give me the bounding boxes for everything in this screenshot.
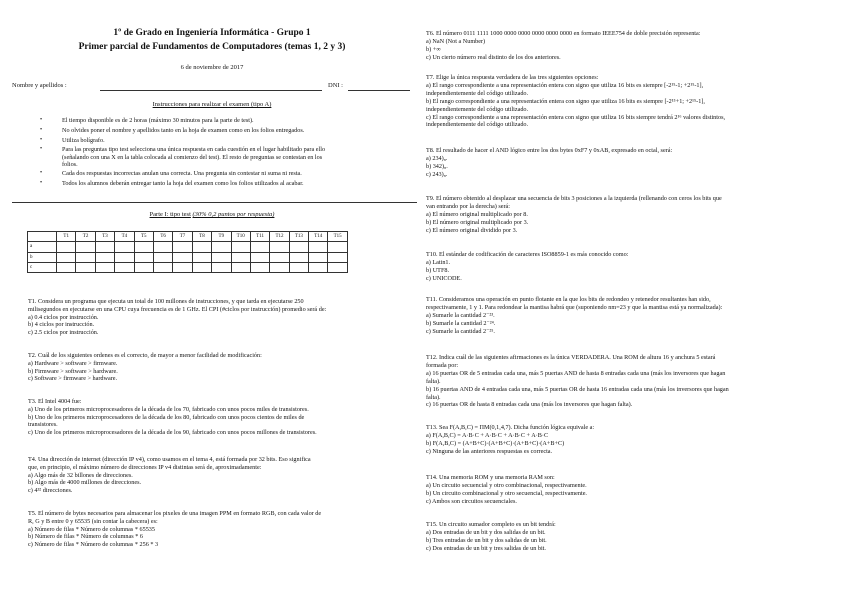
question-text: T13. Sea F(A,B,C) = ΠM(0,1,4,7). Dicha función lógica equivale a: — [426, 424, 595, 431]
name-label: Nombre y apellidos : — [12, 82, 67, 89]
answer-cell[interactable] — [270, 242, 289, 252]
question-line: c) Sumarle la cantidad 2⁻²⁵. — [426, 327, 495, 335]
question-line: b) Tres entradas de un bit y dos salidas de un bit. — [426, 536, 547, 544]
question-line: c) Dos entradas de un bit y tres salidas de un bit. — [426, 544, 546, 552]
instruction-item: Cada dos respuestas incorrectas anulan una correcta. Una pregunta sin contestar ni suma ni resta. — [62, 170, 302, 177]
question-line: c) El número original dividido por 3. — [426, 226, 518, 234]
name-line[interactable] — [100, 90, 322, 91]
answer-col-header: T14 — [309, 232, 328, 242]
answer-col-header: T1 — [57, 232, 76, 242]
question-text: T4. Una dirección de internet (dirección IP v4), como usamos en el tema 4, está formada por 32 bits. Eso significa — [28, 456, 311, 463]
question-line: c) Número de filas * Número de columnas * 256 * 3 — [28, 541, 159, 549]
answer-cell[interactable] — [76, 262, 95, 272]
answer-cell[interactable] — [192, 242, 211, 252]
answer-cell[interactable] — [57, 242, 76, 252]
dni-line[interactable] — [348, 90, 410, 91]
question-line: b) F(A,B,C) = (A+B+C)·(A+B+C)·(A+B+C)·(A+B+C) — [426, 439, 565, 447]
answer-cell[interactable] — [328, 262, 347, 272]
answer-cell[interactable] — [309, 262, 328, 272]
question-line: b) Algo más de 4000 millones de direcciones. — [28, 479, 142, 487]
answer-row-label: c — [28, 262, 57, 272]
answer-row — [28, 252, 348, 262]
answer-cell[interactable] — [95, 262, 114, 272]
answer-cell[interactable] — [270, 262, 289, 272]
question-line: b) +∞ — [426, 45, 441, 53]
answer-col-header: T7 — [173, 232, 192, 242]
answer-cell[interactable] — [95, 252, 114, 262]
question-line: a) Hardware > software > firmware. — [28, 359, 118, 367]
answer-cell[interactable] — [309, 242, 328, 252]
question-line: b) El número original multiplicado por 3. — [426, 218, 529, 226]
answer-col-header: T12 — [270, 232, 289, 242]
question-line: b) 342)₈. — [426, 162, 448, 170]
answer-cell[interactable] — [289, 242, 308, 252]
answer-cell[interactable] — [153, 262, 172, 272]
header-line1: 1º de Grado en Ingeniería Informática - Grupo 1 — [113, 28, 311, 38]
question-text: T2. Cuál de los siguientes ordenes es el correcto, de mayor a menor facilidad de modificación: — [28, 352, 262, 359]
answer-cell[interactable] — [173, 242, 192, 252]
answer-col-header: T2 — [76, 232, 95, 242]
question-text: T12. Indica cuál de las siguientes afirmaciones es la única VERDADERA. Una ROM de altura 16 y anchura 5 estará — [426, 354, 716, 361]
question-line: c) 2.5 ciclos por instrucción. — [28, 329, 99, 337]
question-line: independientemente del código utilizado. — [426, 89, 529, 97]
question-line: a) Número de filas * Número de columnas * 65535 — [28, 525, 155, 533]
question-line: falta). — [426, 377, 441, 385]
question-line: c) Software > firmware > hardware. — [28, 375, 118, 383]
question-line: a) El número original multiplicado por 8. — [426, 210, 528, 218]
answer-cell[interactable] — [192, 252, 211, 262]
answer-cell[interactable] — [173, 252, 192, 262]
question-line: van entrando por la derecha) será: — [426, 202, 511, 210]
question-line: a) NaN (Not a Number) — [426, 37, 486, 45]
question-line: a) Latin1. — [426, 258, 451, 266]
answer-cell[interactable] — [250, 242, 269, 252]
divider — [12, 202, 417, 203]
question-line: a) Dos entradas de un bit y dos salidas de un bit. — [426, 528, 546, 536]
question-line: a) 0.4 ciclos por instrucción. — [28, 313, 99, 321]
answer-col-header: T11 — [250, 232, 269, 242]
question-line: a) Uno de los primeros microprocesadores de la década de los 70, fabricado con unos pocos miles de transistores. — [28, 405, 309, 413]
dni-label: DNI : — [328, 82, 343, 89]
answer-col-header: T8 — [192, 232, 211, 242]
answer-cell[interactable] — [134, 242, 153, 252]
question-line: a) F(A,B,C) = A·B·C + A·B·C + A·B·C + A·B·C — [426, 431, 549, 439]
question-line: b) Número de filas * Número de columnas * 6 — [28, 533, 143, 541]
question-text: T14. Una memoria ROM y una memoria RAM son: — [426, 474, 555, 481]
answer-table-corner — [28, 232, 57, 242]
answer-cell[interactable] — [231, 252, 250, 262]
instructions-title: Instrucciones para realizar el examen (tipo A) — [152, 101, 272, 108]
question-line: formada por: — [426, 361, 459, 369]
answer-cell[interactable] — [289, 252, 308, 262]
part1-title: Parte I: tipo test — [149, 211, 191, 218]
answer-cell[interactable] — [134, 252, 153, 262]
answer-col-header: T4 — [115, 232, 134, 242]
question-line: a) 234)₈. — [426, 154, 448, 162]
answer-cell[interactable] — [328, 252, 347, 262]
exam-date: 6 de noviembre de 2017 — [180, 64, 244, 71]
question-line: b) UTF8. — [426, 266, 450, 274]
question-line: b) 4 ciclos por instrucción. — [28, 321, 95, 329]
answer-col-header: T15 — [328, 232, 347, 242]
answer-row — [28, 242, 348, 252]
answer-col-header: T13 — [289, 232, 308, 242]
answer-cell[interactable] — [95, 242, 114, 252]
instruction-item: No olvides poner el nombre y apellidos tanto en la hoja de examen como en los folios entregados. — [62, 127, 305, 134]
bullet-icon: • — [40, 136, 43, 143]
question-line: R, G y B entre 0 y 65535 (sin contar la cabecera) es: — [28, 517, 158, 525]
question-line: c) Un cierto número real distinto de los dos anteriores. — [426, 53, 561, 61]
answer-cell[interactable] — [76, 252, 95, 262]
header-line2: Primer parcial de Fundamentos de Computadores (temas 1, 2 y 3) — [78, 42, 346, 52]
question-line: falta). — [426, 393, 441, 401]
bullet-icon: • — [40, 126, 43, 133]
question-line: a) 16 puertas OR de 5 entradas cada una, más 5 puertas AND de hasta 8 entradas cada una (más los inversores que hagan — [426, 369, 726, 377]
question-line: c) UNICODE. — [426, 274, 462, 282]
answer-table — [27, 231, 348, 273]
instruction-item: Utiliza bolígrafo. — [62, 137, 105, 144]
question-line: milisegundos en ejecutarse en una CPU cuya frecuencia es de 1 GHz. El CPI (#ciclos por instrucción) promedio será de: — [28, 305, 327, 313]
answer-cell[interactable] — [212, 262, 231, 272]
answer-row — [28, 262, 348, 272]
answer-cell[interactable] — [153, 242, 172, 252]
question-line: transistores. — [28, 421, 58, 429]
bullet-icon: • — [40, 145, 43, 152]
answer-cell[interactable] — [212, 252, 231, 262]
instruction-item: Para las preguntas tipo test selecciona una única respuesta en cada cuestión en el lugar habilitado para ello — [62, 146, 326, 153]
question-text: T1. Considera un programa que ejecuta un total de 100 millones de instrucciones, y que tarda en ejecutarse 250 — [28, 298, 304, 305]
question-line: c) El rango correspondiente a una representación entera con signo que utiliza 16 bits siempre tendrá 2¹⁶ valores distintos, — [426, 113, 726, 121]
answer-cell[interactable] — [309, 252, 328, 262]
question-line: independientemente del código utilizado. — [426, 121, 529, 129]
question-line: c) Ambos son circuitos secuenciales. — [426, 497, 517, 505]
question-line: c) 243)₈. — [426, 170, 448, 178]
answer-col-header: T9 — [212, 232, 231, 242]
answer-cell[interactable] — [250, 252, 269, 262]
answer-cell[interactable] — [153, 252, 172, 262]
answer-row-label: a — [28, 242, 57, 252]
question-line: a) El rango correspondiente a una representación entera con signo que utiliza 16 bits es siempre [-2¹⁵-1; +2¹⁵-1], — [426, 81, 704, 89]
question-line: a) Algo más de 32 billones de direcciones. — [28, 471, 133, 479]
question-text: T3. El Intel 4004 fue: — [28, 398, 82, 405]
answer-cell[interactable] — [270, 252, 289, 262]
bullet-icon: • — [40, 169, 43, 176]
answer-cell[interactable] — [250, 262, 269, 272]
answer-col-header: T3 — [95, 232, 114, 242]
answer-cell[interactable] — [134, 262, 153, 272]
question-line: b) Firmware > software > hardware. — [28, 367, 118, 375]
answer-row-label: b — [28, 252, 57, 262]
instruction-item: folios. — [62, 161, 78, 168]
bullet-icon: • — [40, 179, 43, 186]
question-text: T15. Un circuito sumador completo es un bit tendrá: — [426, 521, 556, 528]
question-text: T5. El número de bytes necesarios para almacenar los pixeles de una imagen PPM en formato RGB, con cada valor de — [28, 510, 322, 517]
question-text: T6. El número 0111 1111 1000 0000 0000 0000 0000 0000 en formato IEEE754 de doble precisión representa: — [426, 30, 701, 37]
answer-cell[interactable] — [192, 262, 211, 272]
question-line: b) 16 puertas AND de 4 entradas cada una, más 5 puertas OR de hasta 16 entradas cada una (más los inversores que hagan — [426, 385, 729, 393]
bullet-icon: • — [40, 116, 43, 123]
question-line: b) El rango correspondiente a una representación entera con signo que utiliza 16 bits es siempre [-2¹⁵+1; +2¹⁵-1], — [426, 97, 705, 105]
answer-col-header: T10 — [231, 232, 250, 242]
question-line: b) Uno de los primeros microprocesadores de la década de los 80, fabricado con unos pocos cientos de miles de — [28, 413, 305, 421]
question-line: c) 4³² direcciones. — [28, 487, 73, 495]
question-text: T11. Consideramos una operación en punto flotante en la que los bits de redondeo y retenedor resultantes han sido, — [426, 296, 711, 303]
question-line: c) Uno de los primeros microprocesadores de la década de los 90, fabricado con unos pocos millones de transistores. — [28, 429, 317, 437]
question-text: T10. El estándar de codificación de caracteres ISO8859-1 es más conocido como: — [426, 251, 629, 258]
instruction-item: Todos los alumnos deberán entregar tanto la hoja del examen como los folios utilizados al acabar. — [62, 180, 304, 187]
answer-cell[interactable] — [115, 262, 134, 272]
question-line: a) Sumarle la cantidad 2⁻²³. — [426, 311, 495, 319]
answer-cell[interactable] — [289, 262, 308, 272]
instruction-item: El tiempo disponible es de 2 horas (máximo 30 minutos para la parte de test). — [62, 117, 254, 124]
question-line: que, en principio, el máximo número de direcciones IP v4 distintas será de, aproximadamente: — [28, 463, 262, 471]
answer-cell[interactable] — [76, 242, 95, 252]
question-text: T7. Elige la única respuesta verdadera de las tres siguientes opciones: — [426, 74, 599, 81]
answer-cell[interactable] — [115, 252, 134, 262]
answer-table-header — [28, 232, 348, 242]
answer-cell[interactable] — [231, 262, 250, 272]
answer-col-header: T5 — [134, 232, 153, 242]
question-line: respectivamente, 1 y 1. Para redondear la mantisa habrá que (suponiendo nm=23 y que la mantisa está ya normalizada): — [426, 303, 723, 311]
answer-col-header: T6 — [153, 232, 172, 242]
answer-cell[interactable] — [57, 252, 76, 262]
question-line: a) Un circuito secuencial y otro combinacional, respectivamente. — [426, 481, 587, 489]
question-line: b) Sumarle la cantidad 2⁻²⁴. — [426, 319, 496, 327]
answer-cell[interactable] — [173, 262, 192, 272]
question-line: c) 16 puertas OR de hasta 8 entradas cada una (más los inversores que hagan falta). — [426, 401, 633, 409]
question-text: T9. El número obtenido al desplazar una secuencia de bits 3 posiciones a la izquierda (rellenando con ceros los bits que — [426, 195, 722, 202]
question-line: b) Un circuito combinacional y otro secuencial, respectivamente. — [426, 489, 587, 497]
instruction-item: (señalando con una X en la tabla colocada al comienzo del test). El resto de preguntas se contestan en los — [62, 153, 323, 161]
question-line: independientemente del código utilizado. — [426, 105, 529, 113]
answer-cell[interactable] — [115, 242, 134, 252]
question-text: T8. El resultado de hacer el AND lógico entre los dos bytes 0xF7 y 0xAB, expresado en octal, será: — [426, 147, 673, 154]
answer-cell[interactable] — [328, 242, 347, 252]
question-line: c) Ninguna de las anteriores respuestas es correcta. — [426, 447, 553, 455]
answer-cell[interactable] — [212, 242, 231, 252]
part1-heading — [0, 211, 424, 218]
answer-cell[interactable] — [57, 262, 76, 272]
answer-cell[interactable] — [231, 242, 250, 252]
part1-subtitle: (30% 0,2 puntos por respuesta) — [192, 211, 275, 218]
